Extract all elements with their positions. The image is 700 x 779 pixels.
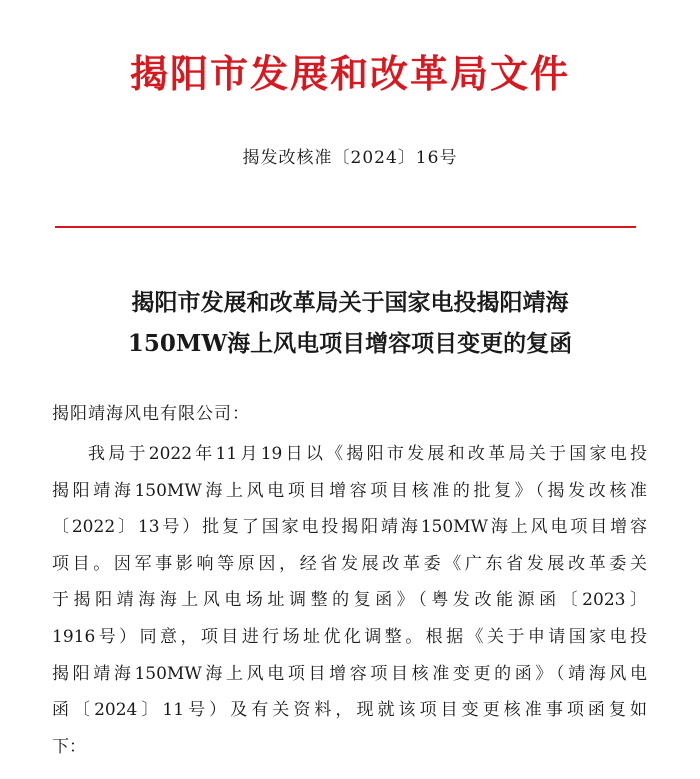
body-text [52, 436, 647, 765]
document-title [0, 282, 700, 364]
body-line: 下： [52, 736, 86, 757]
body-line: 我局于2022年11月19日以《揭阳市发展和改革局关于国家电投 [88, 444, 647, 464]
body-line: 1916号）同意，项目进行场址优化调整。根据《关于申请国家电投 [52, 626, 647, 647]
body-line: 揭阳靖海150MW海上风电项目增容项目核准变更的函》（靖海风电 [52, 663, 647, 684]
body-line: 〔2022〕13号）批复了国家电投揭阳靖海150MW海上风电项目增容 [52, 517, 647, 538]
body-line: 于揭阳靖海海上风电场址调整的复函》（粤发改能源函〔2023〕 [52, 590, 647, 611]
body-line: 项目。因军事影响等原因，经省发展改革委《广东省发展改革委关 [52, 553, 647, 574]
body-line: 揭阳靖海150MW海上风电项目增容项目核准的批复》（揭发改核准 [52, 480, 647, 501]
title-line-2: 150MW海上风电项目增容项目变更的复函 [127, 330, 573, 357]
red-divider-line [55, 226, 636, 228]
issuing-authority-header: 揭阳市发展和改革局文件 [129, 51, 570, 96]
addressee: 揭阳靖海风电有限公司： [52, 404, 250, 424]
document-number: 揭发改核准〔2024〕16号 [242, 148, 458, 168]
body-line: 函〔2024〕11号）及有关资料，现就该项目变更核准事项函复如 [52, 700, 647, 721]
title-line-1: 揭阳市发展和改革局关于国家电投揭阳靖海 [131, 289, 569, 316]
